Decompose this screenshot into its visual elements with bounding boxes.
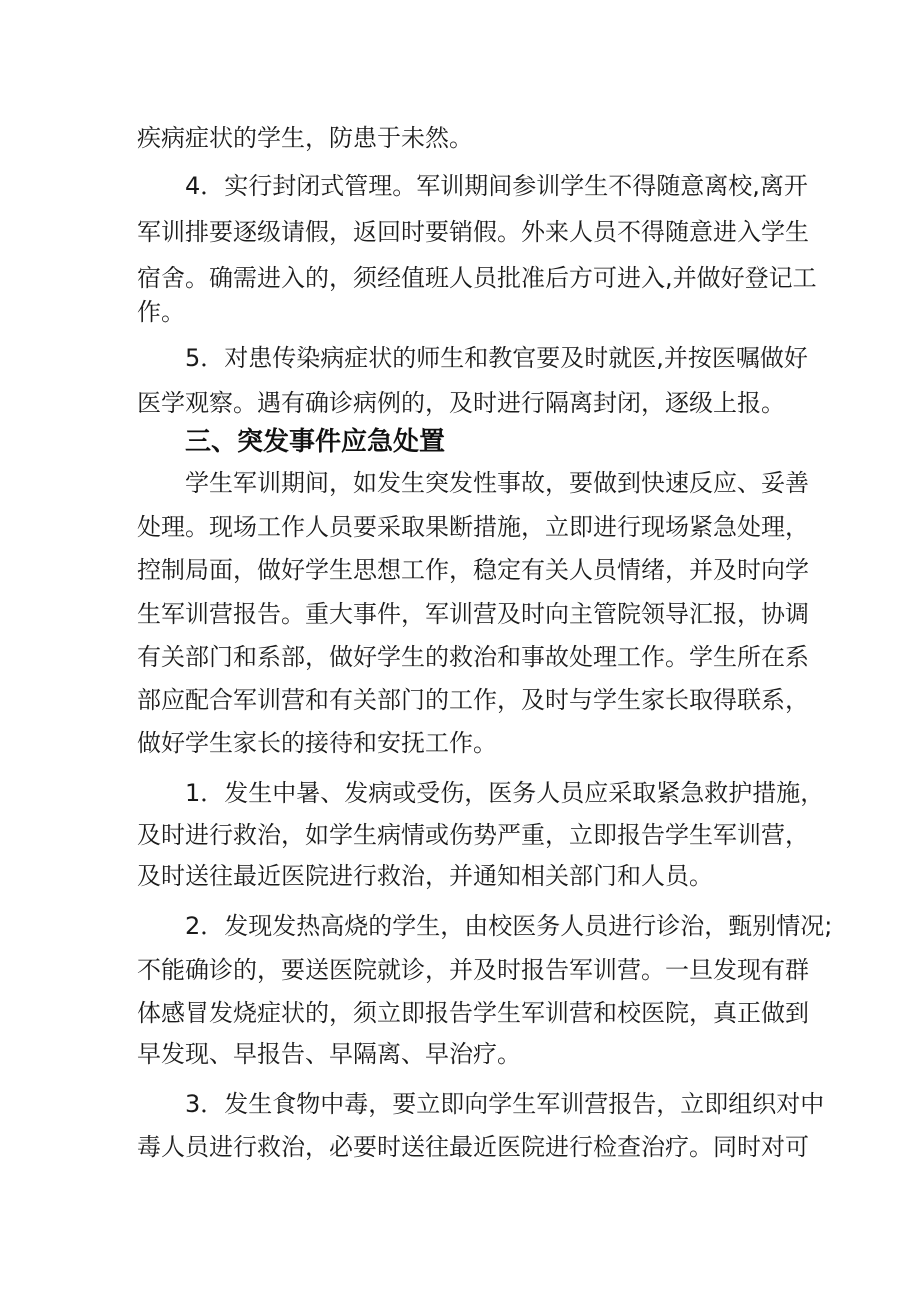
text-line-content: 部应配合军训营和有关部门的工作，及时与学生家长取得联系，	[137, 686, 809, 714]
text-line	[0, 773, 920, 813]
text-line-content: 体感冒发烧症状的，须立即报告学生军训营和校医院，真正做到	[137, 999, 809, 1027]
text-line-content: 处理。现场工作人员要采取果断措施，立即进行现场紧急处理，	[137, 513, 809, 541]
text-line-content: 学生军训期间，如发生突发性事故，要做到快速反应、妥善	[185, 469, 809, 497]
text-line-content: 及时进行救治，如学生病情或伤势严重，立即报告学生军训营，	[137, 821, 809, 849]
text-line	[0, 550, 920, 590]
text-line	[0, 338, 920, 378]
text-line	[0, 212, 920, 252]
section-heading	[0, 422, 920, 462]
text-line	[0, 118, 920, 158]
text-line-content: 5．对患传染病症状的师生和教官要及时就医,并按医嘱做好	[185, 344, 808, 372]
text-line	[0, 637, 920, 677]
section-heading-text: 三、突发事件应急处置	[185, 427, 446, 457]
text-line-content: 有关部门和系部，做好学生的救治和事故处理工作。学生所在系	[137, 643, 809, 671]
text-line	[0, 166, 920, 206]
text-line	[0, 292, 920, 332]
text-line-content: 1．发生中暑、发病或受伤，医务人员应采取紧急救护措施，	[185, 779, 825, 807]
text-line-content: 早发现、早报告、早隔离、早治疗。	[137, 1040, 521, 1068]
text-line-content: 2．发现发热高烧的学生，由校医务人员进行诊治，甄别情况;	[185, 912, 833, 940]
text-line-content: 毒人员进行救治，必要时送往最近医院进行检查治疗。同时对可	[137, 1133, 809, 1161]
text-line	[0, 723, 920, 763]
text-line	[0, 463, 920, 503]
text-line	[0, 815, 920, 855]
text-line	[0, 594, 920, 634]
text-line	[0, 906, 920, 946]
text-line-content: 作。	[137, 298, 185, 326]
text-line-content: 宿舍。确需进入的，须经值班人员批准后方可进入,并做好登记工	[137, 264, 817, 292]
text-line	[0, 993, 920, 1033]
text-line-content: 医学观察。遇有确诊病例的，及时进行隔离封闭，逐级上报。	[137, 389, 785, 417]
text-line-content: 军训排要逐级请假，返回时要销假。外来人员不得随意进入学生	[137, 218, 809, 246]
text-line-content: 3．发生食物中毒，要立即向学生军训营报告，立即组织对中	[185, 1090, 825, 1118]
text-line-content: 及时送往最近医院进行救治，并通知相关部门和人员。	[137, 862, 713, 890]
text-line	[0, 1084, 920, 1124]
text-line-content: 不能确诊的，要送医院就诊，并及时报告军训营。一旦发现有群	[137, 956, 809, 984]
text-line	[0, 1127, 920, 1167]
text-line-content: 疾病症状的学生，防患于未然。	[137, 124, 473, 152]
text-line	[0, 950, 920, 990]
text-line-content: 做好学生家长的接待和安抚工作。	[137, 729, 497, 757]
text-line	[0, 1034, 920, 1074]
text-line-content: 控制局面，做好学生思想工作，稳定有关人员情绪，并及时向学	[137, 556, 809, 584]
text-line	[0, 856, 920, 896]
text-line	[0, 507, 920, 547]
text-line	[0, 680, 920, 720]
text-line	[0, 383, 920, 423]
text-line-content: 4．实行封闭式管理。军训期间参训学生不得随意离校,离开	[185, 172, 808, 200]
text-line-content: 生军训营报告。重大事件，军训营及时向主管院领导汇报，协调	[137, 600, 809, 628]
